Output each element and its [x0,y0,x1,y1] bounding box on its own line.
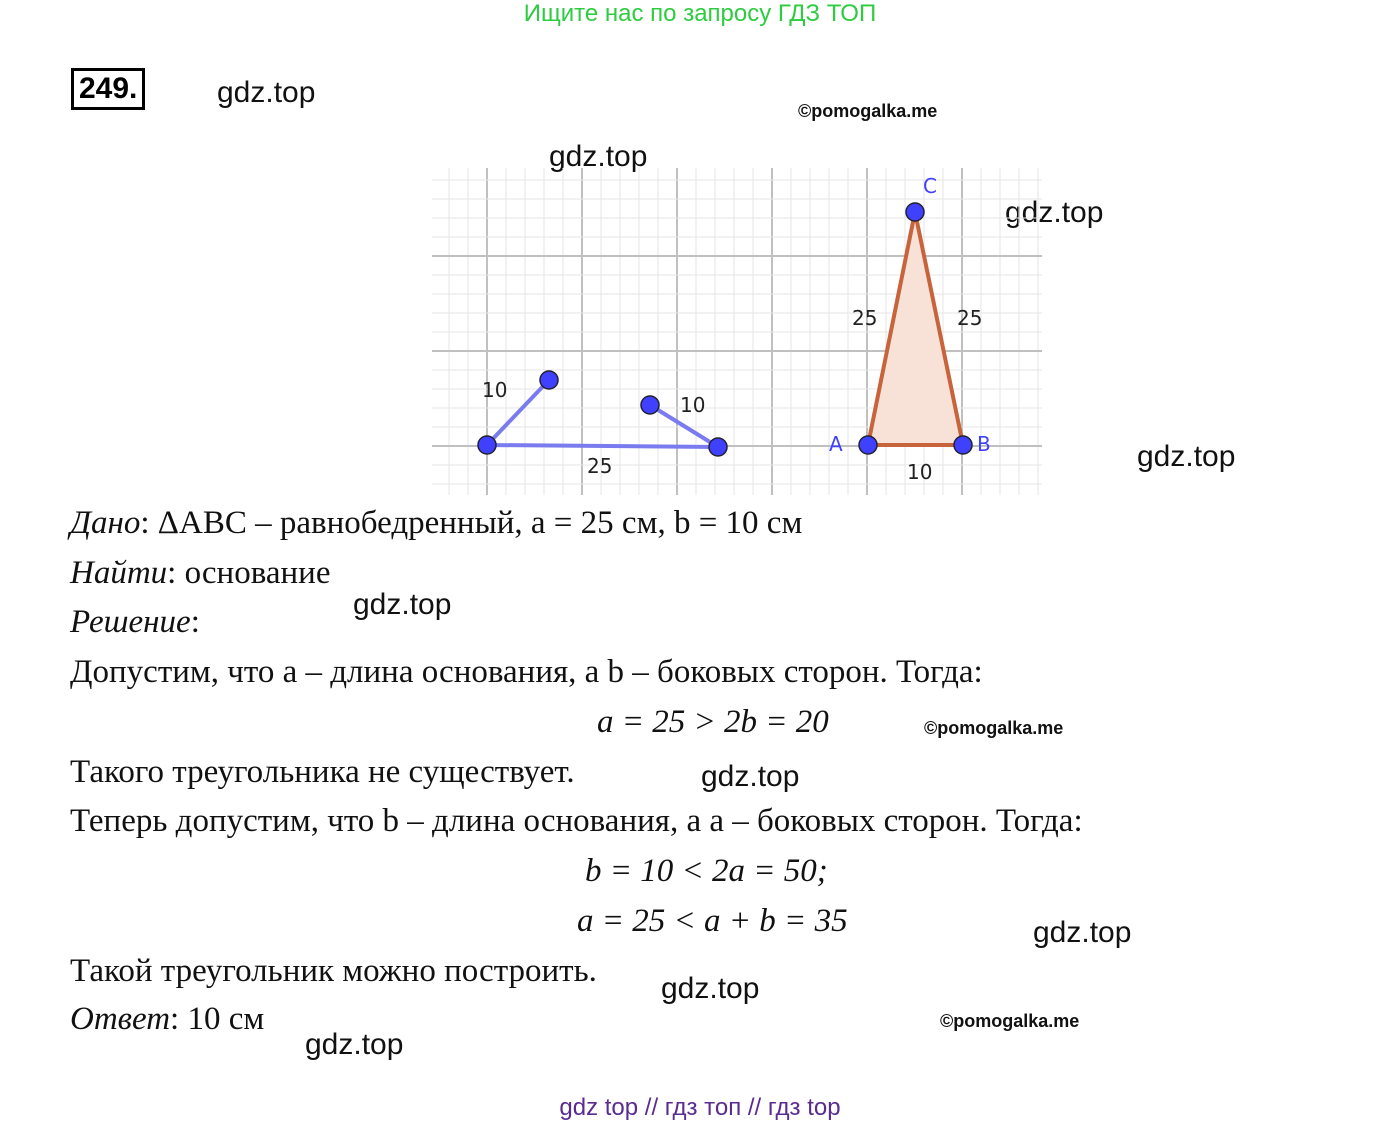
point-c [906,203,924,221]
formula-3: a = 25 < a + b = 35 [577,903,848,939]
solution-line-2: Такого треугольника не существует. [70,754,575,790]
watermark: gdz.top [217,76,316,109]
formula-1: a = 25 > 2b = 20 [597,704,829,740]
solution-heading [70,604,200,641]
formula-2: b = 10 < 2a = 50; [585,853,828,889]
label-bc: 25 [957,306,983,330]
vertex-a: A [829,432,843,456]
watermark: gdz.top [1033,916,1132,949]
watermark: ©pomogalka.me [940,1011,1080,1031]
watermark: gdz.top [1137,440,1236,473]
solution-line-4: Такой треугольник можно построить. [70,953,597,989]
watermark: gdz.top [701,760,800,793]
label-10: 10 [482,378,508,402]
problem-number: 249. [71,68,145,110]
solution-label: Решение [70,604,191,640]
watermark: gdz.top [353,588,452,621]
given-text: : ΔABC – равнобедренный, a = 25 см, b = 10 см [140,505,803,541]
segment-25 [487,445,718,447]
find-line [70,555,330,592]
label-10: 10 [680,393,706,417]
triangle-abc [868,212,963,445]
answer-label: Ответ [70,1001,171,1037]
watermark: gdz.top [1005,196,1104,229]
label-ac: 25 [852,306,878,330]
point [641,396,659,414]
footer-links[interactable]: gdz top // гдз топ // гдз top [559,1094,841,1121]
given-line [70,505,802,542]
solution-line-3: Теперь допустим, что b – длина основания, а a – боковых сторон. Тогда: [70,803,1083,839]
solution-line-1: Допустим, что a – длина основания, а b – боковых сторон. Тогда: [70,654,983,690]
watermark: gdz.top [549,140,648,173]
label-25: 25 [587,454,613,478]
answer-text: : 10 см [170,1001,265,1037]
vertex-b: B [977,432,991,456]
point-b [954,436,972,454]
find-label: Найти [70,555,168,591]
vertex-c: C [923,174,937,198]
watermark: ©pomogalka.me [924,718,1064,738]
answer-line [70,1001,264,1038]
label-ab: 10 [907,460,933,484]
colon: : [190,604,200,640]
watermark: gdz.top [305,1028,404,1061]
given-label: Дано [70,505,141,541]
watermark: gdz.top [661,972,760,1005]
point-a [859,436,877,454]
point [709,438,727,456]
point [478,436,496,454]
find-text: : основание [167,555,331,591]
point [540,371,558,389]
search-hint: Ищите нас по запросу ГДЗ ТОП [523,0,877,27]
geometry-figure [432,168,1042,495]
watermark: ©pomogalka.me [798,101,938,121]
